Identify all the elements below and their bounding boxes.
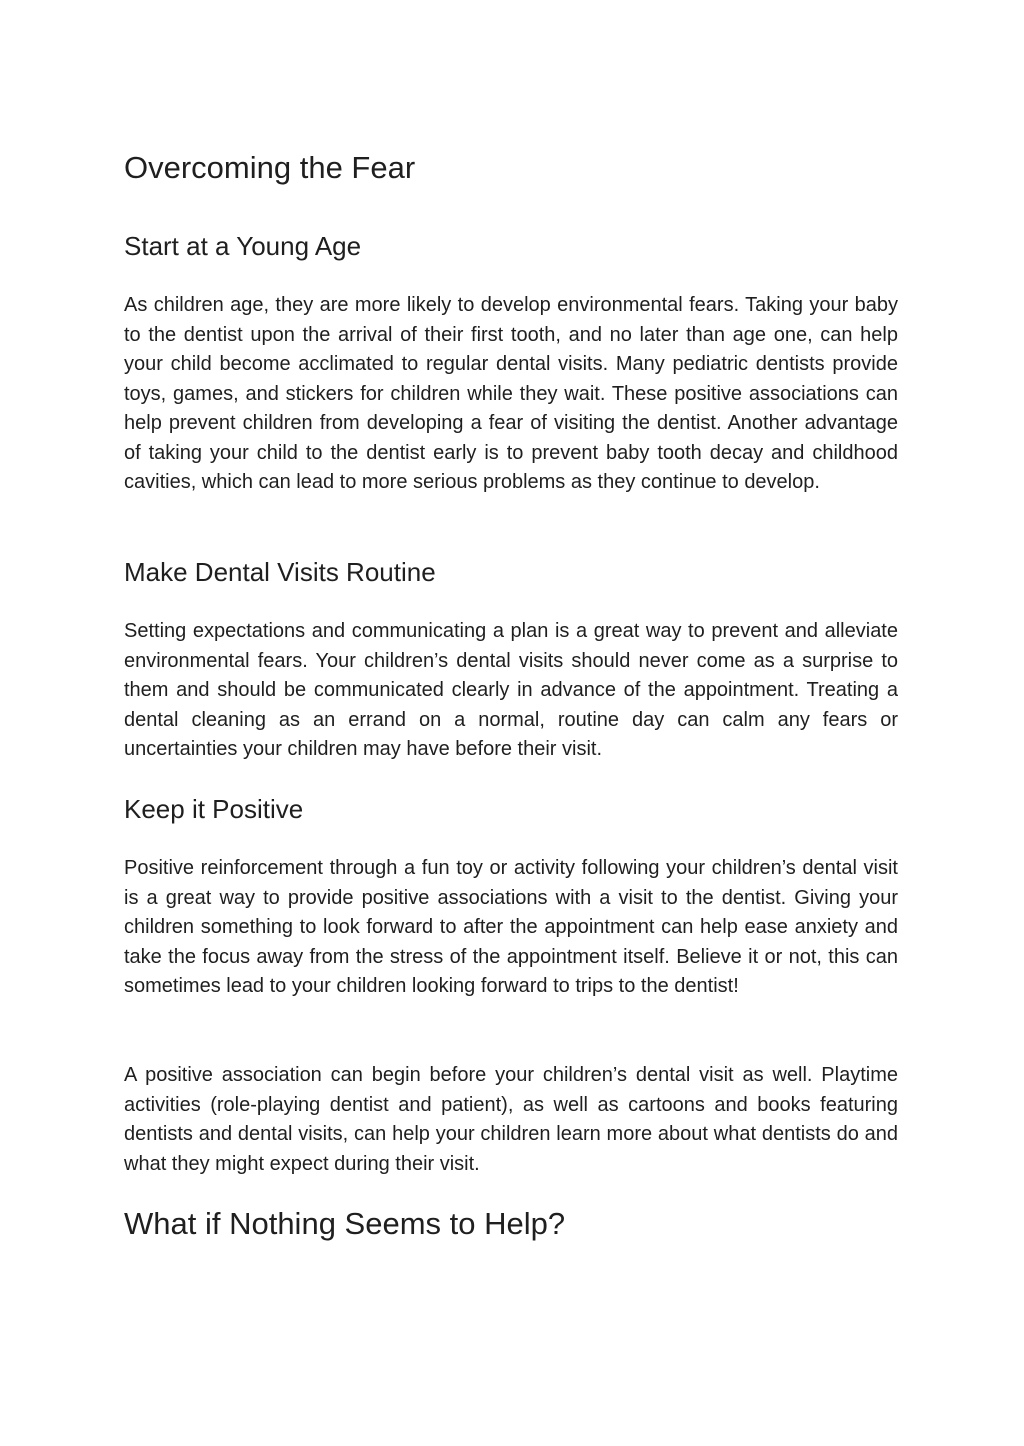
paragraph-positive-association: A positive association can begin before your children’s dental visit as well. Playtime activities (role-playing dentist and patient), as well as cartoons and books featuring dentists and dental visits, can help your children learn more about what dentists do and what they might expect during their visit. bbox=[124, 1064, 898, 1175]
paragraph-positive-reinforcement: Positive reinforcement through a fun toy or activity following your children’s dental visit is a great way to provide positive associations with a visit to the dentist. Giving your children something to look forward to after the appointment can help ease anxiety and take the focus away from the stress of the appointment itself. Believe it or not, this can sometimes lead to your children looking forward to trips to the dentist! bbox=[124, 857, 898, 997]
heading-overcoming-the-fear: Overcoming the Fear bbox=[124, 150, 416, 185]
heading-make-dental-visits-routine: Make Dental Visits Routine bbox=[124, 557, 436, 587]
heading-keep-it-positive: Keep it Positive bbox=[124, 794, 304, 824]
paragraph-young-age: As children age, they are more likely to develop environmental fears. Taking your baby to the dentist upon the arrival of their first tooth, and no later than age one, can help your child become acclimated to regular dental visits. Many pediatric dentists provide toys, games, and stickers for children while they wait. These positive associations can help prevent children from developing a fear of visiting the dentist. Another advantage of taking your child to the dentist early is to prevent baby tooth decay and childhood cavities, which can lead to more serious problems as they continue to develop. bbox=[124, 294, 898, 493]
paragraph-routine: Setting expectations and communicating a plan is a great way to prevent and alleviate environmental fears. Your children’s dental visits should never come as a surprise to them and should be communicated clearly in advance of the appointment. Treating a dental cleaning as an errand on a normal, routine day can calm any fears or uncertainties your children may have before their visit. bbox=[124, 620, 898, 760]
heading-start-at-young-age: Start at a Young Age bbox=[124, 231, 362, 261]
heading-what-if-nothing-helps: What if Nothing Seems to Help? bbox=[124, 1206, 566, 1241]
